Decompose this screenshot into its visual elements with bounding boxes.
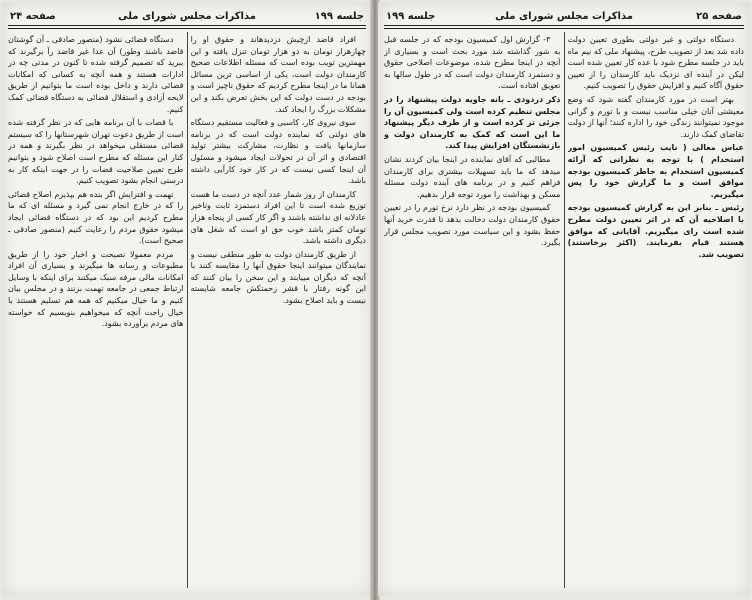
- paragraph: ۳- گزارش اول کمیسیون بودجه که در جلسه قبل به شور گذاشته شد مورد بحث است و بسیاری از آنچه در اینجا مطرح شده، موضوعات اصلاحی حقوق و دستمزد کارمندان دولت است که در طول سالها به تعویق افتاده است.: [384, 35, 561, 91]
- paragraph: تهمت و افترایش اگر بنده هم بپذیرم اصلاح قضائی را که در خارج انجام نمی گیرد و مسئله ای که ما مطرح کردیم این بود که در دستگاه قضائی ایجاد میشود حقوق مردم را رعایت کنیم (منصور صادقی ـ صحیح است).: [8, 189, 184, 246]
- speaker-paragraph: عباس معالی ( نایب رئیس کمیسیون امور استخدام ) با توجه به نظراتی که آرائه کمیسیون استخدام به خاطر کمیسیون بودجه موافق است و ما گزارش خود را پس میگیریم.: [567, 143, 744, 199]
- paragraph: دستگاه دولتی و غیر دولتی بطوری تعیین دولت داده شد بعد از تصویب طرح، پیشنهاد ملی که نیم ماه باید در جلسه مطرح شود با عده کار تعیین شده است لیکن در آینده ای نزدیک باید کارمندان را از تعیین حقوق آگاه کنیم و افزایش حقوق را تصویب کنیم.: [567, 35, 744, 91]
- speaker-paragraph: ذکر دردودی ـ بانه جاویه دولت پیشنهاد را در مجلس تنظیم کرده است ولی کمیسیون آن را جزئی تر کرده است و از طرف دیگر پیشنهاد ما این است که کمک به کارمندان دولت و بازنشستگان افزایش پیدا کند.: [384, 94, 561, 151]
- paragraph: از طریق کارمندان دولت به طور منطقی نیست و نمایندگان میتوانند اینجا حقوق آنها را مقایسه کنند با آنچه که دیگران مییابند و این سخن را بیان کنند که این گونه رفتار با قشر زحمتکش جامعه شایسته نیست و باید اصلاح بشود.: [190, 249, 366, 306]
- paragraph: کمیسیون بودجه در نظر دارد نرخ تورم را در تعیین حقوق کارمندان دولت دخالت بدهد تا قدرت خرید آنها حفظ بشود و این سیاست مورد تصویب مجلس قرار بگیرد.: [384, 203, 561, 248]
- right-columns: [384, 34, 744, 588]
- right-page: [378, 2, 750, 596]
- paragraph: افراد قاضد ازچیش دزدیدهاند و حقوق او را چهارهزار تومان به دو هزار تومان تنزل یافته و این مهمترین تویب بوده است که مسئله اطلاعات صحیح کارمندان دولت است، یکی از اساسی ترین مسائل همانا ما در اینجا مطرح کردیم که حقوق ناچیز است و بودجه در دست دولت که این بخش تعرض بکند و این مشکلات بزرگ را ایجاد کند.: [190, 35, 366, 114]
- right-running-title: مذاکرات مجلس شورای ملی: [495, 11, 633, 22]
- paragraph: سوی نیروی کار، کاسبی و فعالیت مستقیم دستگاه های دولتی که نماینده دولت است که در برنامه سازمانها یافت و نظارت، مشارکت بیشتر تولید اقتصادی و اثر آن در تحولات ایجاد میشود و مسئول آن اینجا کسی نیست که در کار خود کارآیی داشته باشد.: [190, 118, 366, 186]
- paragraph: کارمندان از روز شمار عدد آنچه در دست ما هست توزیع شده است تا این افراد دستمزد ثابت وتاخیر عادلانه ای نداشته باشند و اگر کار کسی از پنجاه هزار تومان کمتر باشد خوب حق او است که شغل های دیگری داشته باشد.: [190, 189, 366, 246]
- left-page-number: صفحه ۲۴: [10, 11, 56, 22]
- right-column-left: [384, 34, 560, 588]
- paragraph: بهتر است در مورد کارمندان گفته شود که وضع معیشتی آنان خیلی مناسب نیست و با تورم و گرانی موجود نمیتوانند زندگی خود را اداره کنند؛ آنها از دولت تقاضای کمک دارند.: [567, 94, 744, 139]
- paragraph: دستگاه قضائی نشود (منصور صادقی ـ آن گوشتان قاضد باشند وطور) آن عدا غیر قاضد رآ برگیرند که ببرید که تصمیم گرفته شده تا کنون در مدتی چه در ادارات هستند و همه آنچه به کسانی که امکانات قضائی دارند و داخل بوده است ما بتوانیم از طریق لایحه آزادی و استقلال قضائی به دستگاه قضائی کمک کنیم.: [8, 35, 184, 114]
- right-header-rule: [384, 25, 744, 29]
- left-column-left: [8, 34, 183, 588]
- speaker-paragraph: رئیس ـ بنابر این به گزارش کمیسیون بودجه با اصلاحیه آن که در اثر تعیین دولت مطرح شده است رای میگیریم. آقایانی که موافق هستند قیام بفرمایند. (اکثر برخاستند) تصویب شد.: [567, 203, 744, 259]
- right-column-right: [568, 34, 744, 588]
- left-column-right: [191, 34, 366, 588]
- paragraph: مطالبی که آقای نماینده در اینجا بیان کردند نشان میدهد که ما باید تسهیلات بیشتری برای کارمندان فراهم کنیم و در برنامه های آینده دولت مسئله مسکن و بهداشت را مورد توجه قرار بدهیم.: [384, 154, 561, 199]
- left-running-title: مذاکرات مجلس شورای ملی: [118, 11, 256, 22]
- paragraph: با قضات با آن برنامه هایی که در نظر گرفته شده است از طریق دعوت تهران شهرستانها را که سیستم قضائی مستقلی میخواهد در نظر بگیرند و همه در کنار این مسئله که مطرح است اصلاح شود و بتوانیم طرح تعیین صلاحیت قضات را در جهت اینکه کار به درستی انجام بشود تصویب کنیم.: [8, 118, 184, 186]
- left-columns: [8, 34, 366, 588]
- right-page-header: [386, 10, 742, 24]
- right-page-number: صفحه ۲۵: [696, 11, 742, 22]
- paragraph: مردم معمولا نصیحت و اخبار خود را از طریق مطبوعات و رسانه ها میگیرند و بسیاری آن افراد امکانات مالی مرفه سبک میکنند برای اینکه با وسایل ارتباط جمعی در جامعه تهمت بزنند و در مجلس بیان کنیم و ما خیال میکنیم که همه هم تسلیم هستند با خیال راحت آنچه که میخواهیم بنویسیم که خواسته های مردم برآورده بشود.: [8, 249, 184, 329]
- right-session-label: جلسه ۱۹۹: [386, 11, 436, 22]
- left-page-header: [10, 10, 364, 24]
- left-header-rule: [8, 25, 366, 29]
- left-session-label: جلسه ۱۹۹: [314, 11, 364, 22]
- left-page: [2, 2, 372, 596]
